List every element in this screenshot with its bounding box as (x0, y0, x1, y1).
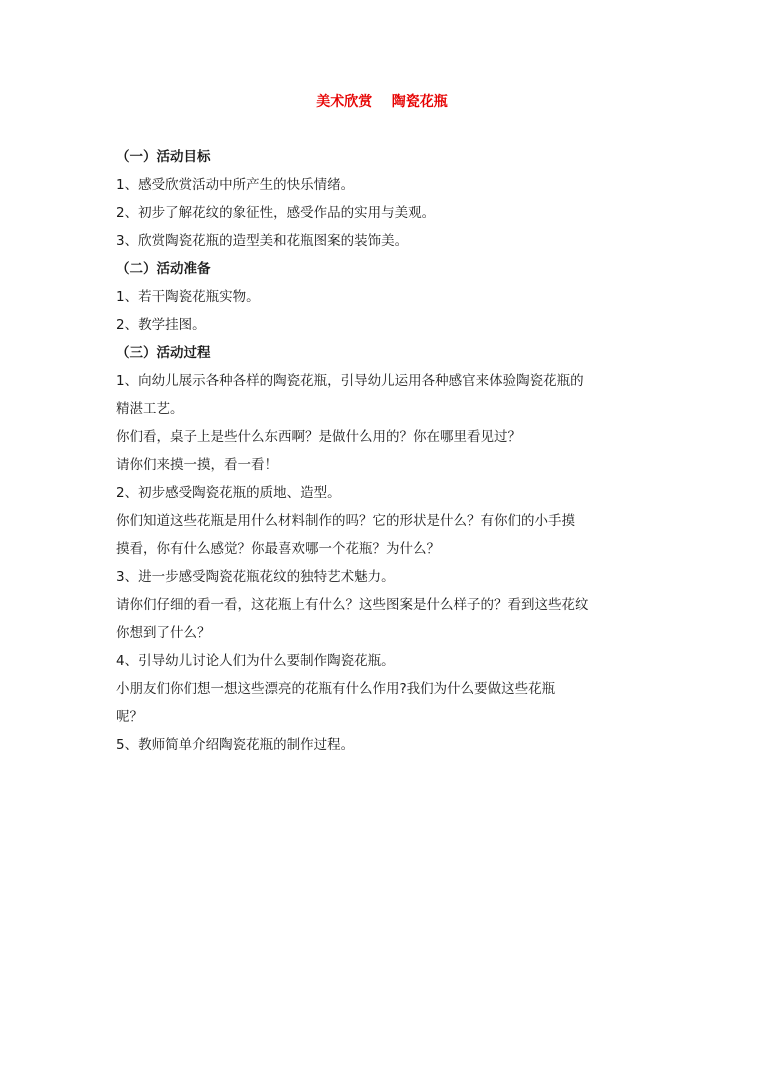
paragraph-line: 请你们来摸一摸，看一看！ (116, 457, 278, 473)
paragraph-line: 2、初步了解花纹的象征性，感受作品的实用与美观。 (116, 205, 436, 221)
paragraph-line: 小朋友们你们想一想这些漂亮的花瓶有什么作用?我们为什么要做这些花瓶 (116, 681, 556, 697)
paragraph-line: 请你们仔细的看一看，这花瓶上有什么？这些图案是什么样子的？看到这些花纹 (116, 597, 589, 613)
paragraph-line: 你想到了什么？ (116, 625, 211, 641)
paragraph-line: 你们看，桌子上是些什么东西啊？是做什么用的？你在哪里看见过？ (116, 429, 521, 445)
document-title: 美术欣赏 陶瓷花瓶 (316, 94, 448, 110)
paragraph-line: 4、引导幼儿讨论人们为什么要制作陶瓷花瓶。 (116, 653, 395, 669)
section-heading: （三）活动过程 (116, 345, 211, 361)
paragraph-line: 5、教师简单介绍陶瓷花瓶的制作过程。 (116, 737, 355, 753)
paragraph-line: 1、感受欣赏活动中所产生的快乐情绪。 (116, 177, 355, 193)
section-heading: （二）活动准备 (116, 261, 211, 277)
paragraph-line: 精湛工艺。 (116, 401, 184, 417)
paragraph-line: 2、教学挂图。 (116, 317, 206, 333)
paragraph-line: 3、进一步感受陶瓷花瓶花纹的独特艺术魅力。 (116, 569, 395, 585)
paragraph-line: 1、向幼儿展示各种各样的陶瓷花瓶，引导幼儿运用各种感官来体验陶瓷花瓶的 (116, 373, 584, 389)
section-heading: （一）活动目标 (116, 149, 211, 165)
paragraph-line: 2、初步感受陶瓷花瓶的质地、造型。 (116, 485, 341, 501)
paragraph-line: 呢？ (116, 709, 143, 725)
document-body (116, 143, 656, 759)
paragraph-line: 摸看，你有什么感觉？你最喜欢哪一个花瓶？为什么？ (116, 541, 440, 557)
paragraph-line: 1、若干陶瓷花瓶实物。 (116, 289, 260, 305)
paragraph-line: 3、欣赏陶瓷花瓶的造型美和花瓶图案的装饰美。 (116, 233, 409, 249)
paragraph-line: 你们知道这些花瓶是用什么材料制作的吗？它的形状是什么？有你们的小手摸 (116, 513, 575, 529)
